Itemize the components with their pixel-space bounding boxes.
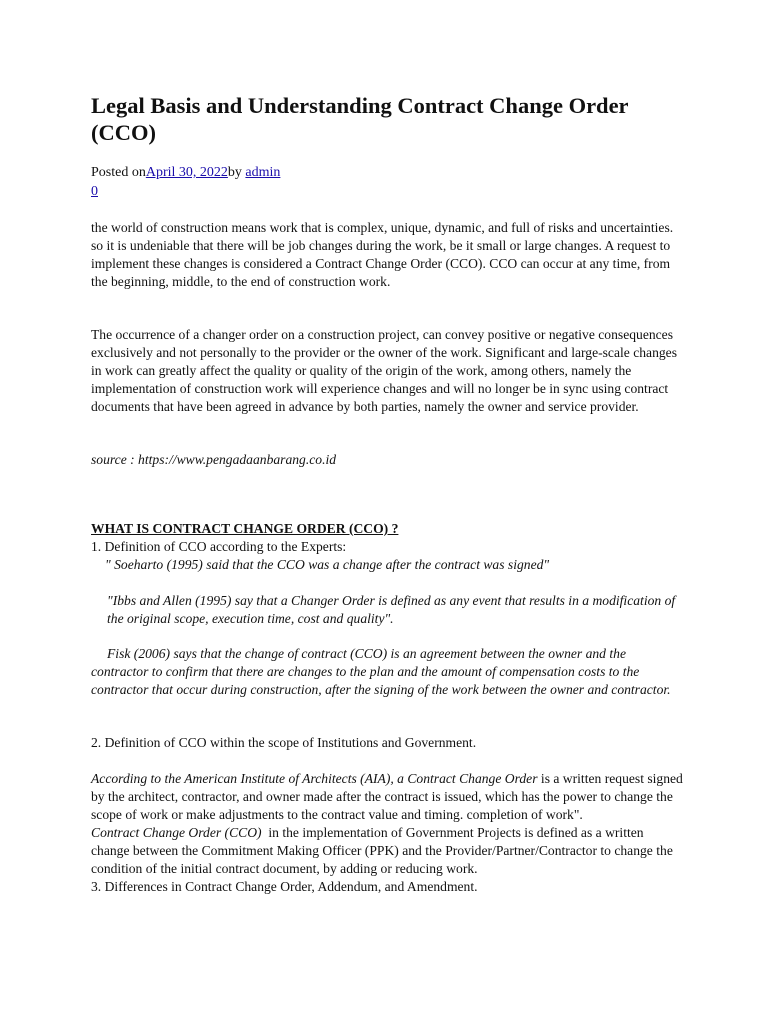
section-heading: WHAT IS CONTRACT CHANGE ORDER (CCO) ? bbox=[91, 521, 399, 536]
consequences-paragraph bbox=[91, 326, 683, 416]
aia-rest-text: is a written request signed by the architect, contractor, and owner made after the contract is issued, which has the power to change the scope of work or make adjustments to the contract value and timing. completion of work". bbox=[91, 771, 683, 822]
gov-paragraph bbox=[91, 824, 683, 878]
author-link[interactable]: admin bbox=[245, 165, 281, 180]
consequences-text: The occurrence of a changer order on a construction project, can convey positive or negative consequences exclusively and not personally to the provider or the owner of the work. Significant and large-scale changes in work can greatly affect the quality or quality of the origin of the work, among others, namely the implementation of construction work will experience changes and will no longer be in sync using contract documents that have been agreed in advance by both parties, namely the owner and service provider. bbox=[91, 327, 677, 414]
comment-count bbox=[91, 183, 98, 201]
intro-paragraph bbox=[91, 219, 683, 291]
list-item-3: 3. Differences in Contract Change Order, Addendum, and Amendment. bbox=[91, 879, 478, 894]
source-text: source : https://www.pengadaanbarang.co.id bbox=[91, 452, 337, 467]
aia-paragraph bbox=[91, 770, 683, 824]
quote-ibbs-block bbox=[91, 592, 683, 628]
comment-count-link[interactable]: 0 bbox=[91, 184, 98, 199]
quote-ibbs: "Ibbs and Allen (1995) say that a Changer Order is defined as any event that results in a modification of the original scope, execution time, cost and quality". bbox=[107, 593, 676, 626]
quote-fisk: Fisk (2006) says that the change of contract (CCO) is an agreement between the owner and the contractor to confirm that there are changes to the plan and the amount of compensation costs to the contractor that occur during construction, after the signing of the work between the owner and contractor. bbox=[91, 646, 671, 697]
list-item-2: 2. Definition of CCO within the scope of Institutions and Government. bbox=[91, 735, 477, 750]
by-label: by bbox=[227, 165, 246, 180]
post-meta bbox=[91, 164, 280, 182]
aia-block bbox=[91, 770, 683, 896]
source-paragraph bbox=[91, 451, 683, 469]
section-heading-block bbox=[91, 520, 683, 574]
quote-fisk-block bbox=[91, 645, 683, 699]
gov-italic-text: Contract Change Order (CCO) bbox=[91, 825, 262, 840]
posted-on-label: Posted on bbox=[91, 165, 146, 180]
intro-text: the world of construction means work that is complex, unique, dynamic, and full of risks and uncertainties. so it is undeniable that there will be job changes during the work, be it small or large changes. A request to implement these changes is considered a Contract Change Order (CCO). CCO can occur at any time, from the beginning, middle, to the end of construction work. bbox=[91, 220, 674, 289]
article-title: Legal Basis and Understanding Contract Change Order (CCO) bbox=[91, 93, 629, 145]
gov-rest-text: in the implementation of Government Projects is defined as a written change between the Commitment Making Officer (PPK) and the Provider/Partner/Contractor to change the condition of the initial contract document, by adding or reducing work. bbox=[91, 825, 677, 876]
list-item-1: 1. Definition of CCO according to the Experts: bbox=[91, 539, 347, 554]
quote-soeharto: " Soeharto (1995) said that the CCO was a change after the contract was signed" bbox=[105, 557, 550, 572]
item-2-block bbox=[91, 734, 683, 752]
aia-italic-text: According to the American Institute of Architects (AIA), a Contract Change Order bbox=[91, 771, 538, 786]
post-date-link[interactable]: April 30, 2022 bbox=[145, 165, 228, 180]
